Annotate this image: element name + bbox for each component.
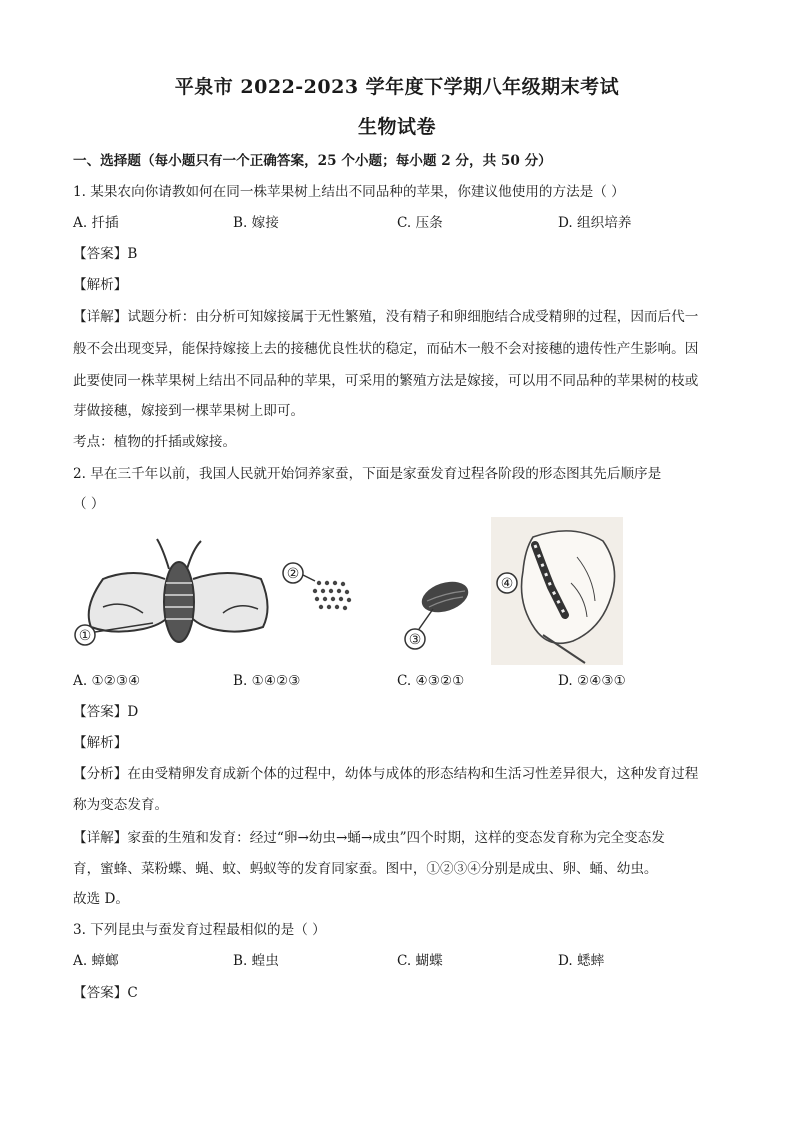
q2-detail-line: 故选 D。 [73, 891, 130, 907]
q3-option-b: B. 蝗虫 [233, 953, 279, 969]
q3-option-c: C. 蝴蝶 [397, 953, 443, 969]
q3-option-a: A. 蟑螂 [73, 953, 119, 969]
q1-kaodian: 考点：植物的扦插或嫁接。 [73, 434, 237, 450]
q2-option-a: A. ①②③④ [73, 673, 141, 689]
q2-detail-line: 育，蜜蜂、菜粉蝶、蝇、蚊、蚂蚁等的发育同家蚕。图中，①②③④分别是成虫、卵、蛹、幼虫。 [73, 861, 658, 877]
silkworm-lifecycle-figure [73, 517, 623, 665]
figure-label-2: ② [286, 566, 300, 582]
q3-answer: 【答案】C [73, 985, 138, 1001]
question-1-stem: 1. 某果农向你请教如何在同一株苹果树上结出不同品种的苹果，你建议他使用的方法是（ ） [73, 184, 625, 200]
question-2-stem: 2. 早在三千年以前，我国人民就开始饲养家蚕，下面是家蚕发育过程各阶段的形态图其先后顺序是 [73, 466, 662, 482]
figure-label-4: ④ [500, 576, 514, 592]
silkworm-lifecycle-illustration [73, 517, 623, 665]
pupa-illustration [418, 576, 472, 617]
q2-fenxi-line: 【分析】在由受精卵发育成新个体的过程中，幼体与成体的形态结构和生活习性差异很大，这种发育过程 [73, 766, 699, 782]
q1-option-a: A. 扦插 [73, 215, 119, 231]
section-heading: 一、选择题（每小题只有一个正确答案，25 个小题；每小题 2 分，共 50 分） [73, 153, 552, 169]
q2-analysis-label: 【解析】 [73, 735, 128, 751]
q1-option-c: C. 压条 [397, 215, 443, 231]
q2-answer: 【答案】D [73, 704, 139, 720]
q1-detail-line: 【详解】试题分析：由分析可知嫁接属于无性繁殖，没有精子和卵细胞结合成受精卵的过程，因而后代一 [73, 309, 699, 325]
moth-illustration [89, 539, 268, 642]
q1-option-b: B. 嫁接 [233, 215, 279, 231]
question-2-stem-blank: （ ） [73, 496, 105, 512]
figure-label-3: ③ [408, 632, 422, 648]
eggs-illustration [313, 581, 351, 610]
figure-label-1: ① [78, 628, 92, 644]
q2-fenxi-line: 称为变态发育。 [73, 797, 169, 813]
q1-detail-line: 般不会出现变异，能保持嫁接上去的接穗优良性状的稳定，而砧木一般不会对接穗的遗传性产生影响。因 [73, 341, 699, 357]
question-3-stem: 3. 下列昆虫与蚕发育过程最相似的是（ ） [73, 922, 326, 938]
q1-analysis-label: 【解析】 [73, 277, 128, 293]
exam-title: 平泉市 2022-2023 学年度下学期八年级期末考试 [174, 76, 620, 98]
q2-option-b: B. ①④②③ [233, 673, 301, 689]
q1-option-d: D. 组织培养 [558, 215, 632, 231]
q2-detail-line: 【详解】家蚕的生殖和发育：经过“卵→幼虫→蛹→成虫”四个时期，这样的变态发育称为完全变态发 [73, 830, 665, 846]
q3-option-d: D. 蟋蟀 [558, 953, 605, 969]
q2-option-c: C. ④③②① [397, 673, 465, 689]
exam-subtitle: 生物试卷 [357, 116, 436, 138]
q1-answer: 【答案】B [73, 246, 138, 262]
q1-detail-line: 芽做接穗，嫁接到一棵苹果树上即可。 [73, 403, 305, 419]
q1-detail-line: 此要使同一株苹果树上结出不同品种的苹果，可采用的繁殖方法是嫁接，可以用不同品种的苹果树的枝或 [73, 373, 699, 389]
q2-option-d: D. ②④③① [558, 673, 626, 689]
